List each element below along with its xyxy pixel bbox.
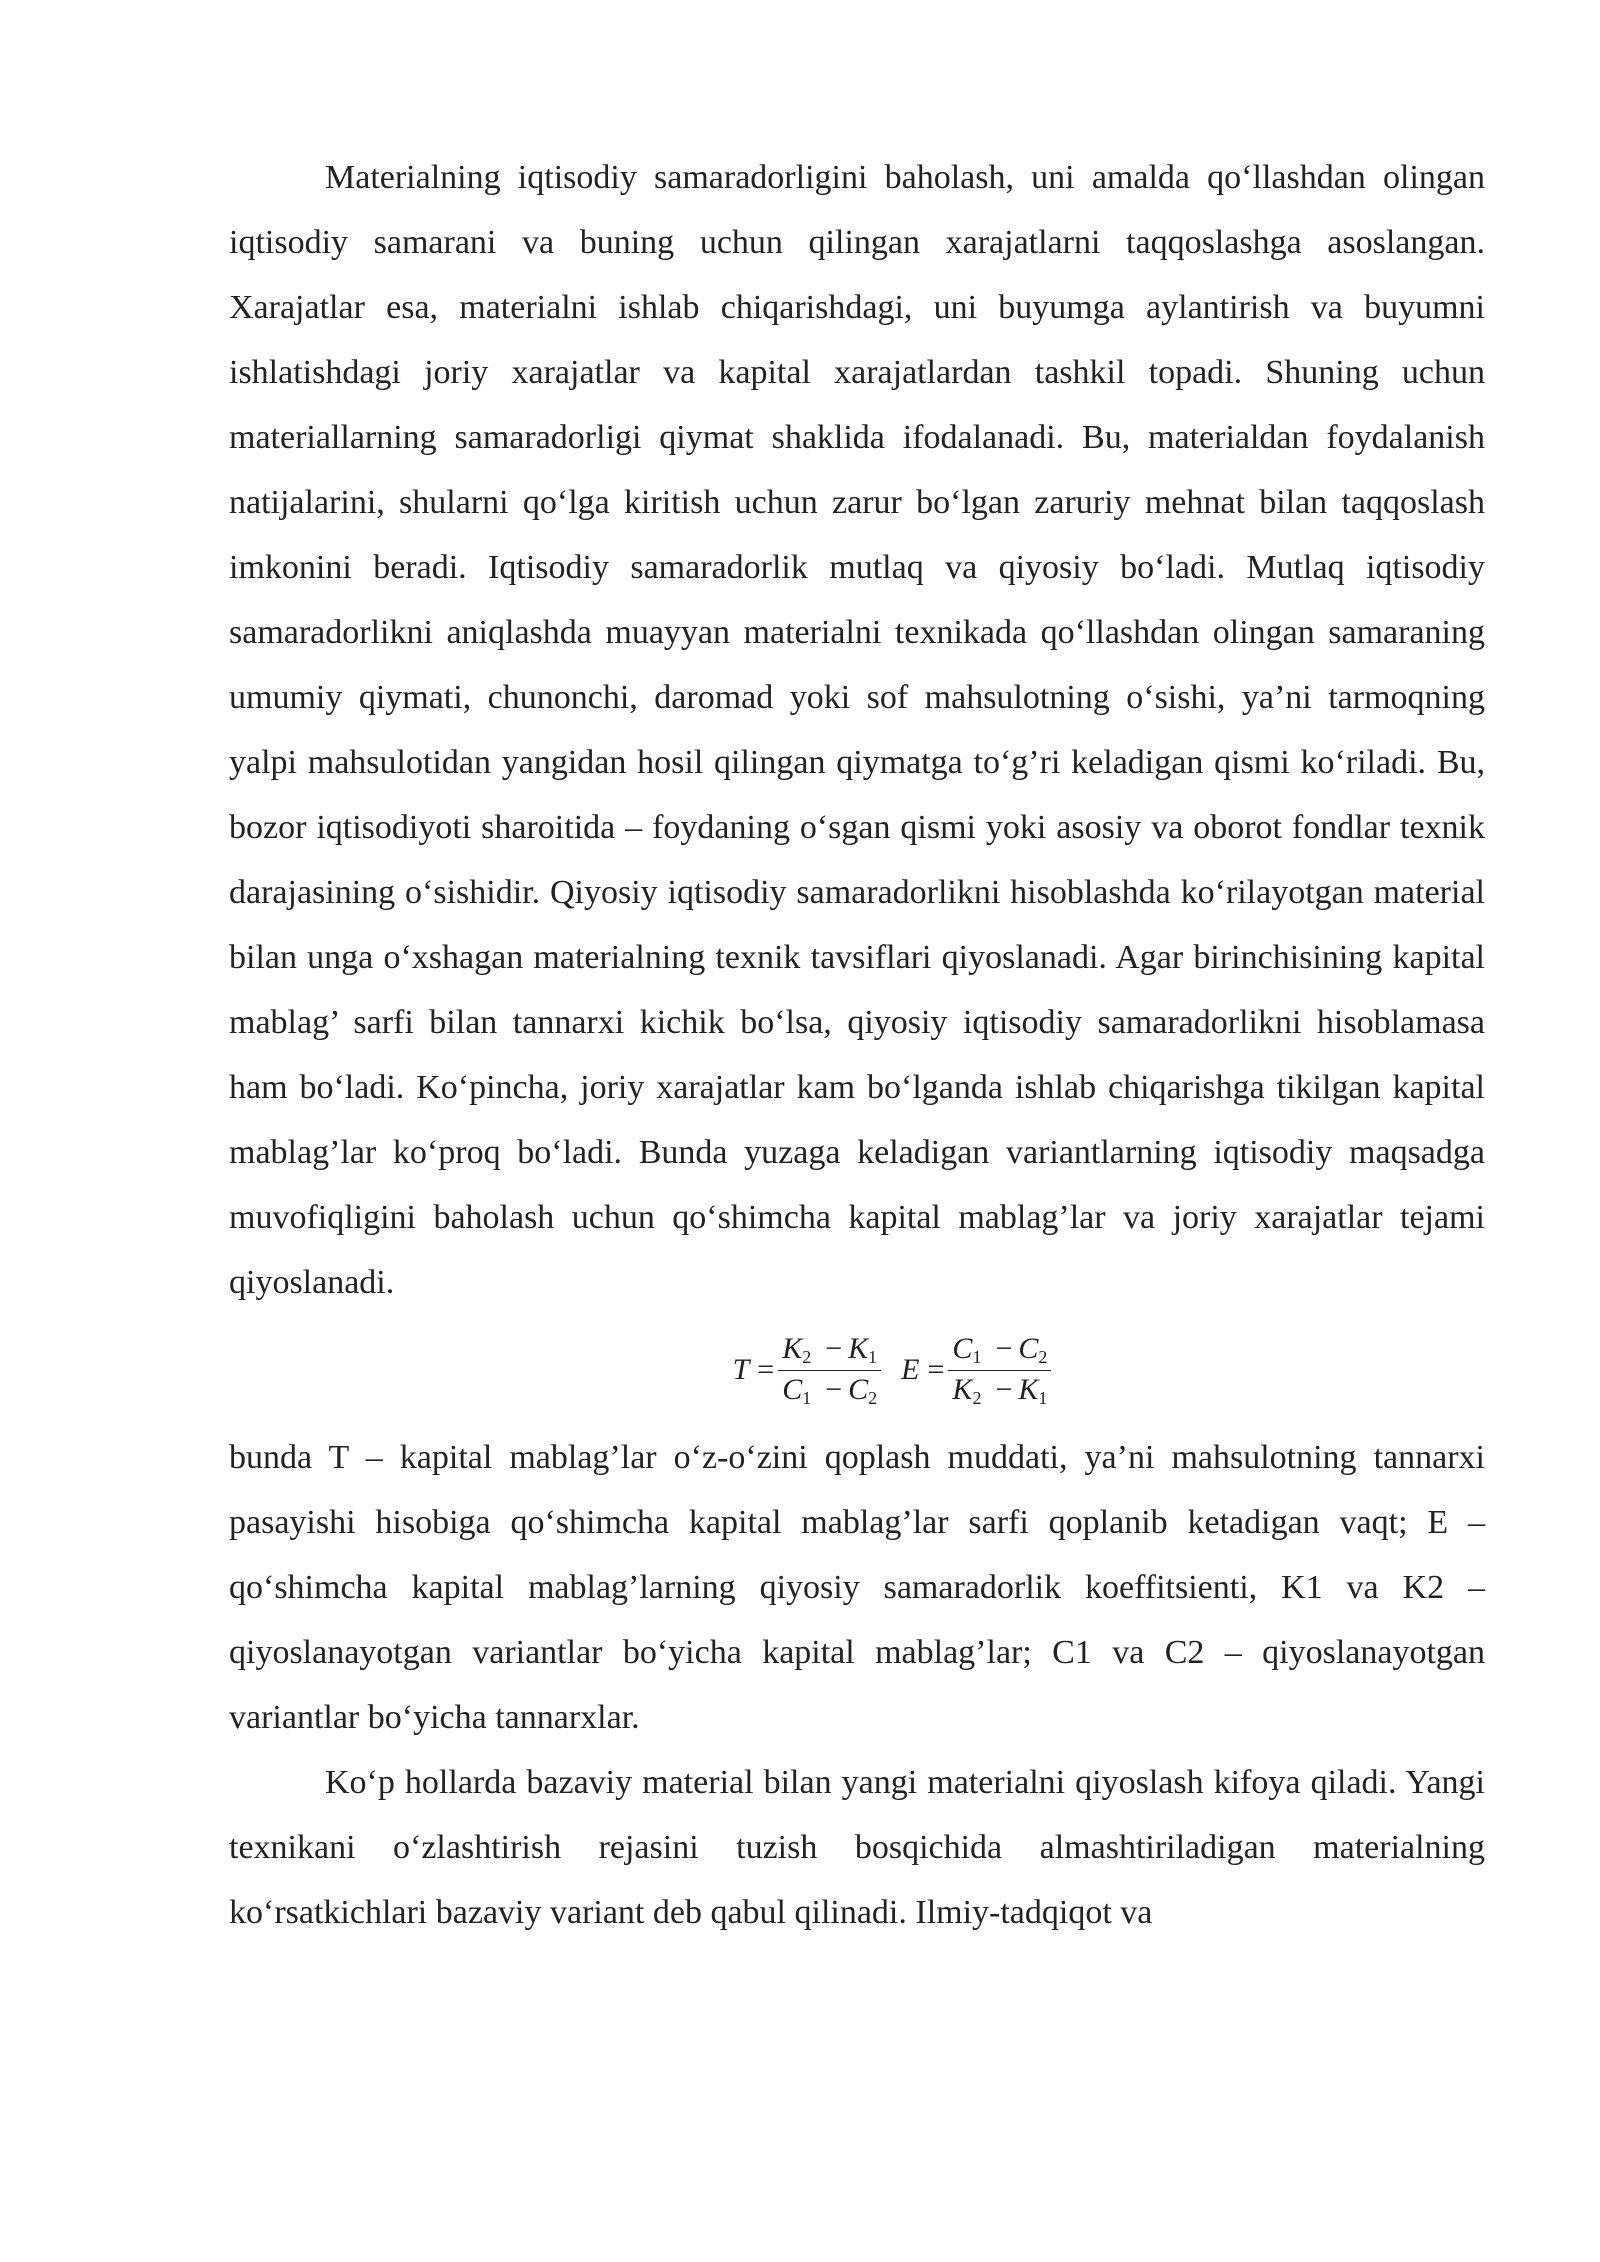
- subscript: 1: [1038, 1387, 1048, 1408]
- paragraph-efficiency-intro: Materialning iqtisodiy samaradorligini baholash, uni amalda qo‘llashdan olingan iqtisodiy samarani va buning uchun qilingan xarajatlarni taqqoslashga asoslangan. Xarajatlar esa, materialni ishlab chiqarishdagi, uni buyumga aylantirish va buyumni ishlatishdagi joriy xarajatlar va kapital xarajatlardan tashkil topadi. Shuning uchun materiallarning samaradorligi qiymat shaklida ifodalanadi. Bu, materialdan foydalanish natijalarini, shularni qo‘lga kiritish uchun zarur bo‘lgan zaruriy mehnat bilan taqqoslash imkonini beradi. Iqtisodiy samaradorlik mutlaq va qiyosiy bo‘ladi. Mutlaq iqtisodiy samaradorlikni aniqlashda muayyan materialni texnikada qo‘llashdan olingan samaraning umumiy qiymati, chunonchi, daromad yoki sof mahsulotning o‘sishi, ya’ni tarmoqning yalpi mahsulotidan yangidan hosil qilingan qiymatga to‘g’ri keladigan qismi ko‘riladi. Bu, bozor iqtisodiyoti sharoitida – foydaning o‘sgan qismi yoki asosiy va oborot fondlar texnik darajasining o‘sishidir. Qiyosiy iqtisodiy samaradorlikni hisoblashda ko‘rilayotgan material bilan unga o‘xshagan materialning texnik tavsiflari qiyoslanadi. Agar birinchisining kapital mablag’ sarfi bilan tannarxi kichik bo‘lsa, qiyosiy iqtisodiy samaradorlikni hisoblamasa ham bo‘ladi. Ko‘pincha, joriy xarajatlar kam bo‘lganda ishlab chiqarishga tikilgan kapital mablag’lar ko‘proq bo‘ladi. Bunda yuzaga keladigan variantlarning iqtisodiy maqsadga muvofiqligini baholash uchun qo‘shimcha kapital mablag’lar va joriy xarajatlar tejami qiyoslanadi.: [229, 159, 1485, 1301]
- formula-e-symbol: E: [901, 1353, 920, 1386]
- subscript: 1: [802, 1387, 812, 1408]
- formula-block: [229, 1315, 1485, 1425]
- var: C: [1018, 1331, 1039, 1365]
- var: K: [848, 1331, 869, 1365]
- minus-sign: −: [825, 1331, 843, 1365]
- minus-sign: −: [995, 1331, 1013, 1365]
- var: C: [782, 1372, 803, 1406]
- minus-sign: −: [995, 1372, 1013, 1406]
- subscript: 1: [972, 1346, 982, 1367]
- var: K: [1018, 1372, 1039, 1406]
- formula-e-fraction: [948, 1331, 1051, 1408]
- formula-e-denominator: [948, 1371, 1051, 1407]
- formula-t-fraction: [778, 1331, 881, 1408]
- paragraph-baseline-comparison: Ko‘p hollarda bazaviy material bilan yangi materialni qiyoslash kifoya qiladi. Yangi texnikani o‘zlashtirish rejasini tuzish bosqichida almashtiriladigan materialning ko‘rsatkichlari bazaviy variant deb qabul qilinadi. Ilmiy-tadqiqot va: [229, 1764, 1485, 1931]
- subscript: 2: [868, 1387, 878, 1408]
- var: K: [782, 1331, 803, 1365]
- formula-t-denominator: [778, 1371, 881, 1407]
- subscript: 2: [802, 1346, 812, 1367]
- subscript: 1: [868, 1346, 878, 1367]
- formula-t-equals: =: [757, 1353, 775, 1386]
- minus-sign: −: [825, 1372, 843, 1406]
- var: C: [848, 1372, 869, 1406]
- formula-t-symbol: T: [732, 1353, 750, 1386]
- subscript: 2: [1038, 1346, 1048, 1367]
- formula-t-numerator: [778, 1331, 881, 1371]
- subscript: 2: [972, 1387, 982, 1408]
- formula-efficiency-coefficient: [901, 1331, 1051, 1408]
- document-page: [229, 145, 1485, 1945]
- var: C: [952, 1331, 973, 1365]
- var: K: [952, 1372, 973, 1406]
- paragraph-formula-explanation: bunda T – kapital mablag’lar o‘z-o‘zini qoplash muddati, ya’ni mahsulotning tannarxi pasayishi hisobiga qo‘shimcha kapital mablag’lar sarfi qoplanib ketadigan vaqt; E – qo‘shimcha kapital mablag’larning qiyosiy samaradorlik koeffitsienti, K1 va K2 – qiyoslanayotgan variantlar bo‘yicha kapital mablag’lar; C1 va C2 – qiyoslanayotgan variantlar bo‘yicha tannarxlar.: [229, 1439, 1485, 1736]
- formula-e-equals: =: [927, 1353, 945, 1386]
- formula-payback-period: [732, 1331, 882, 1408]
- formula-e-numerator: [948, 1331, 1051, 1371]
